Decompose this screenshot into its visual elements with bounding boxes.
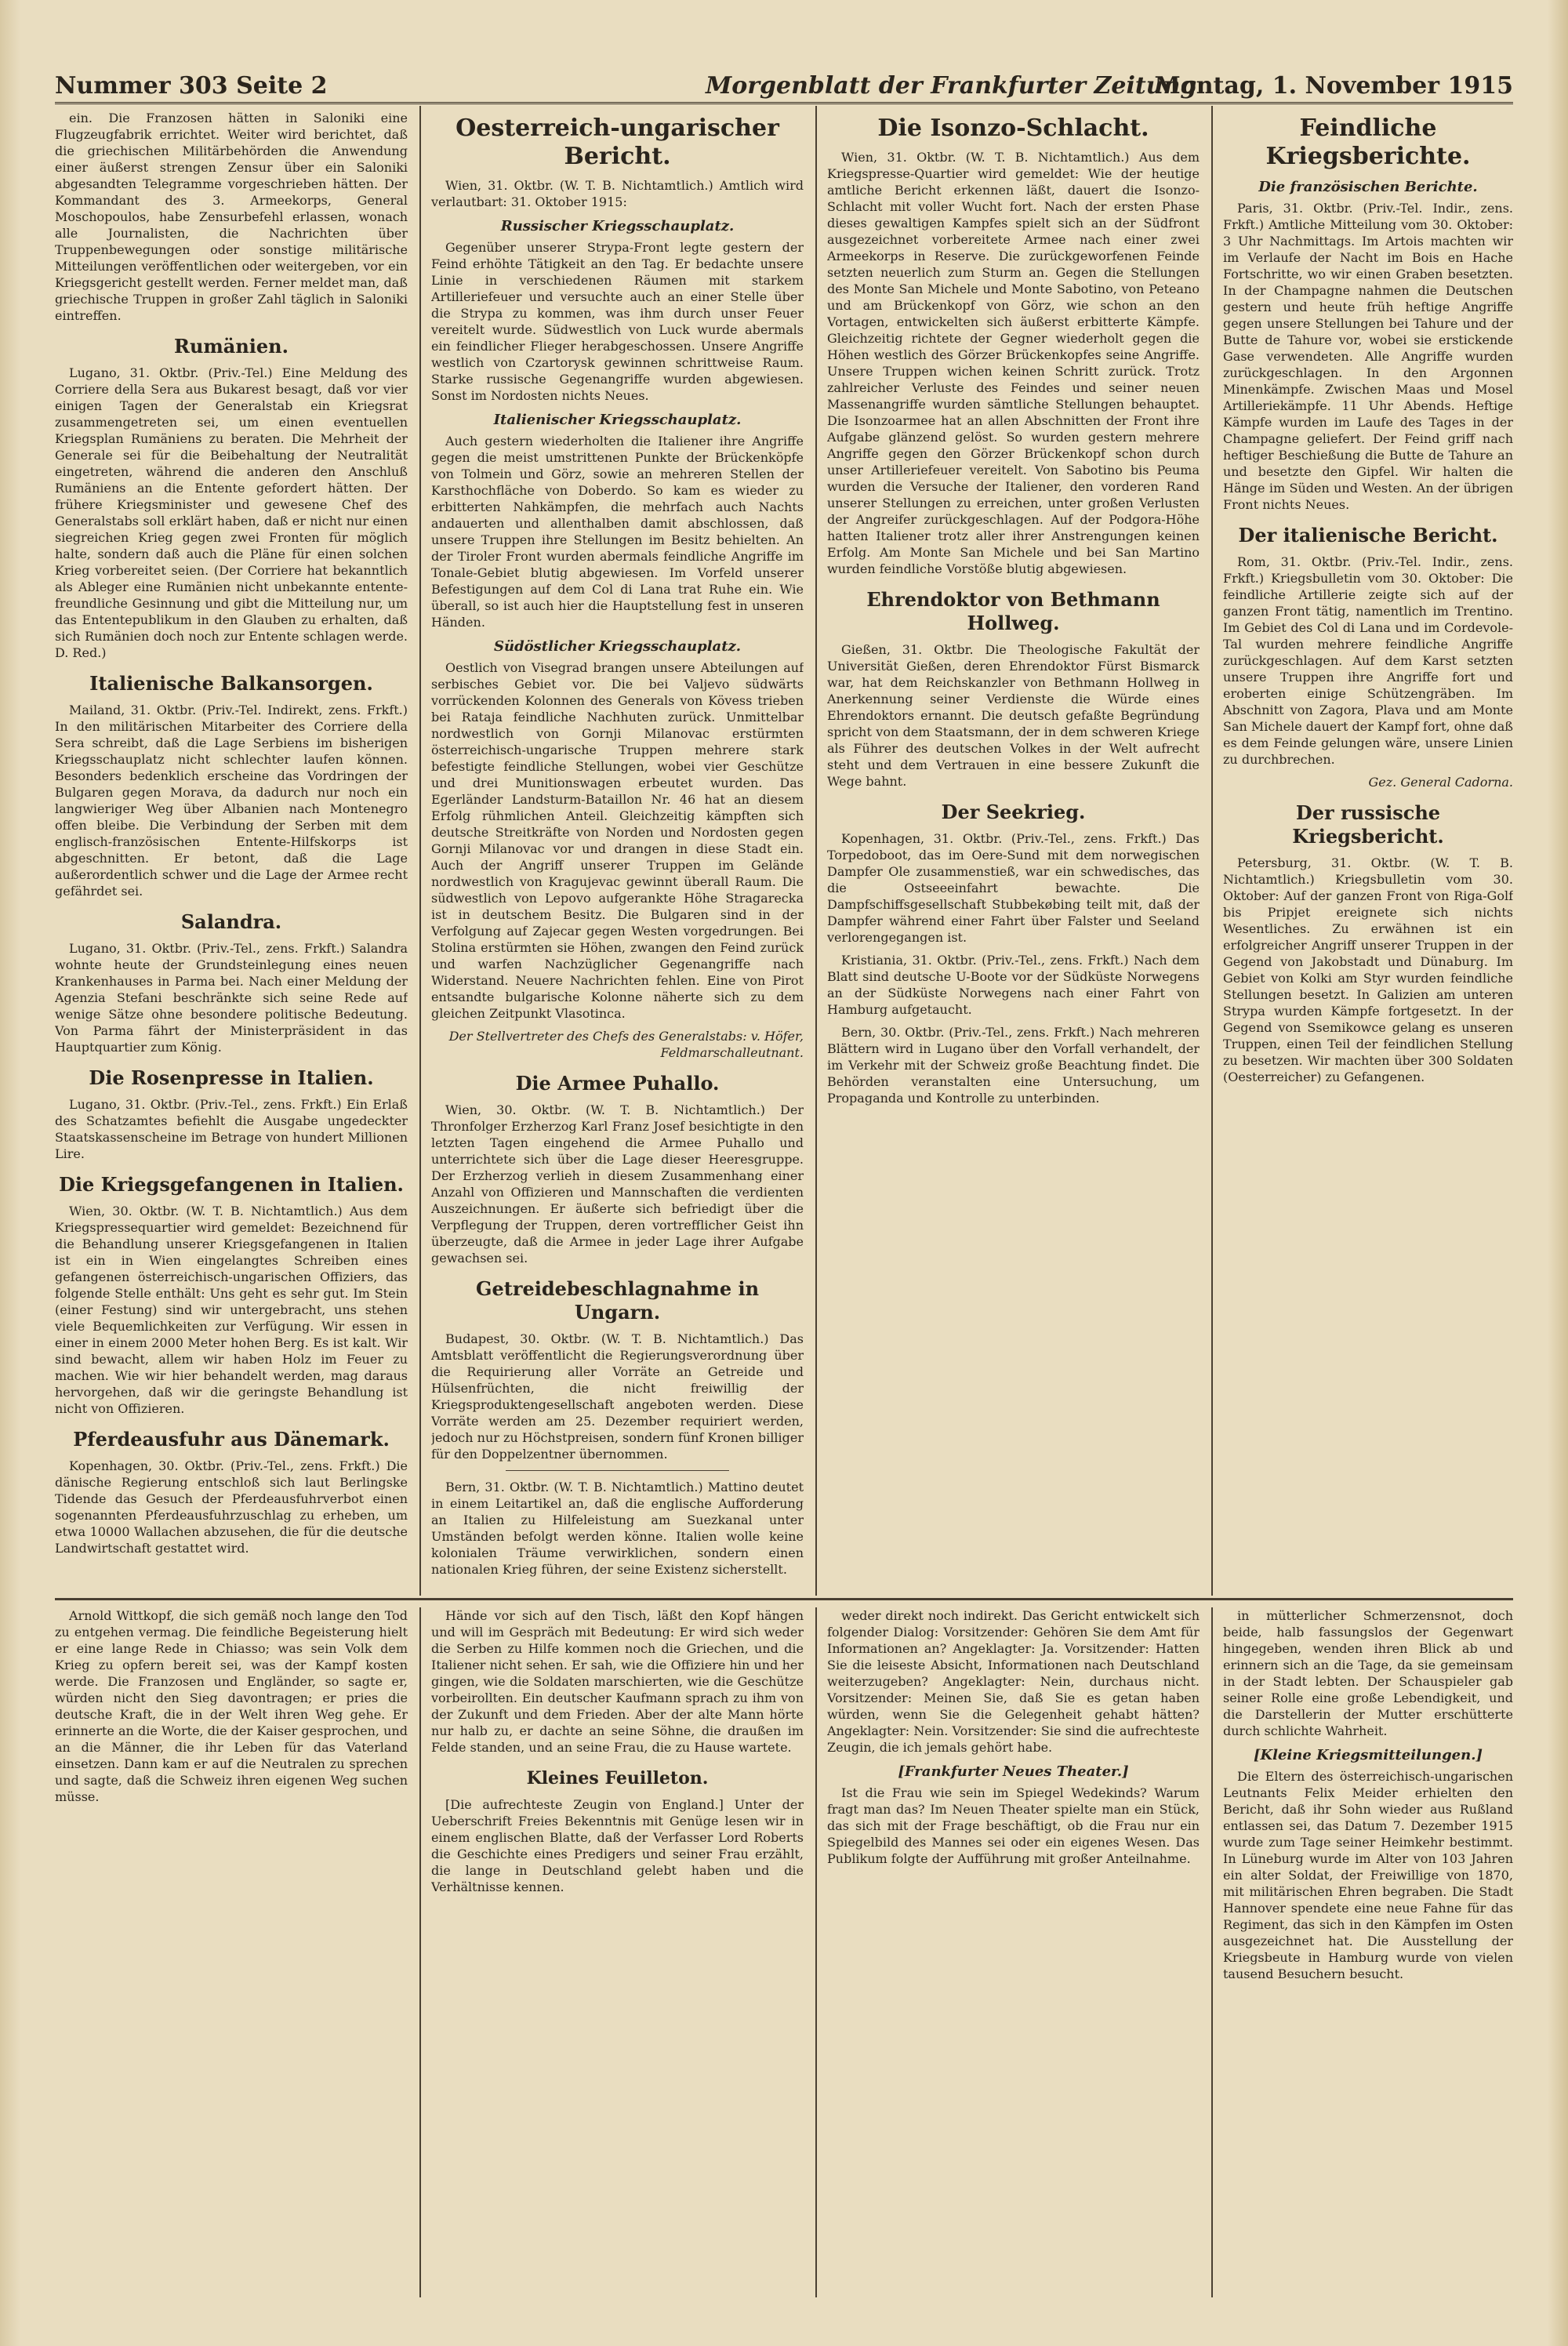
headline-rumaenien: Rumänien. [174,335,289,358]
feuilleton-text: Hände vor sich auf den Tisch, läßt den Kopf hängen und will im Gespräch mit Bedeutung: Er wird sich weder die Serben zu Hilfe kommen noch die Griechen, und die Italiener nicht sehen. Er sah, wie die Offiziere hin und her gingen, wie die Soldaten marschierten, wie die Geschütze vorbeirollten. Ein deutscher Kaufmann sprach zu ihm von der Zukunft und dem Frieden. Aber der alte Mann hörte nur halb zu, er dachte an seine Söhne, die draußen im Felde standen, und an seine Frau, die zu Hause wartete. [431,1608,804,1755]
column-2 [431,110,804,1592]
masthead [55,71,1513,104]
headline-balkansorgen: Italienische Balkansorgen. [89,672,373,695]
headline-italienisch: Der italienische Bericht. [1238,524,1498,547]
headline-seekrieg: Der Seekrieg. [941,801,1086,823]
feuilleton-column-4 [1223,1607,1513,2297]
article-isonzo: Wien, 31. Oktbr. (W. T. B. Nichtamtlich.) Aus dem Kriegspresse-Quartier wird gemeldet: Wie der heutige amtliche Bericht erkennen läßt, dauert die Isonzo-Schlacht mit voller Wucht fort. Nach der ersten Phase dieses gewaltigen Kampfes spielt sich an der Südfront ausgezeichnet vorbereitete Armee nach einer zwei Armeekorps in Reserve. Die zurückgeworfenen Feinde setzten neuerlich zum Sturm an. Gegen die Stellungen des Monte San Michele und Monte Sabotino, von Peteano und am Brückenkopf von Görz, wie schon an den Vortagen, entwickelten sich äußerst erbitterte Kämpfe. Gleichzeitig richtete der Gegner wiederholt gegen die Höhen westlich des Görzer Brückenkopfes seine Angriffe. Unsere Truppen wichen keinen Schritt zurück. Trotz zahlreicher Verluste des Feindes und seiner neuen Massenangriffe wurden sämtliche Stellungen behauptet. Die Isonzoarmee hat an allen Abschnitten der Front ihre Aufgabe glänzend gelöst. So wurden gestern mehrere Angriffe gegen den Görzer Brückenkopf schon durch unser Artilleriefeuer vereitelt. Von Sabotino bis Peuma wurden die Versuche der Italiener, den vorderen Rand unserer Stellungen zu erreichen, unter großen Verlusten der Angreifer zurückgeschlagen. Auf der Podgora-Höhe hatten Italiener trotz aller ihrer Anstrengungen keinen Erfolg. Am Monte San Michele und bei San Martino wurden feindliche Vorstöße blutig abgewiesen. [827,150,1200,576]
subhead-theater: [Frankfurter Neues Theater.] [898,1763,1129,1780]
column-rule [419,1607,421,2297]
separator [506,1470,729,1471]
feuilleton-column-2 [431,1607,804,2297]
article-salandra: Lugano, 31. Oktbr. (Priv.-Tel., zens. Frkft.) Salandra wohnte heute der Grundsteinlegung eines neuen Krankenhauses in Parma bei. Nach einer Meldung der Agenzia Stefani beschränkte sich seine Rede auf wenige Sätze ohne besondere politische Bedeutung. Von Parma fährt der Ministerpräsident in das Hauptquartier zum König. [55,941,408,1055]
article-seekrieg-2: Kristiania, 31. Oktbr. (Priv.-Tel., zens. Frkft.) Nach dem Blatt sind deutsche U-Boote vor der Südküste Norwegens an der Südküste Norwegens nach einer Fahrt von Hamburg aufgetaucht. [827,953,1200,1017]
article-suedoestlich: Oestlich von Visegrad brangen unsere Abteilungen auf serbisches Gebiet vor. Die bei Valjevo südwärts vorrückenden Kolonnen des Generals von Kövess trieben bei Rataja feindliche Nachhuten zurück. Unmittelbar nordwestlich von Gornji Milanovac erstürmten österreichisch-ungarische Truppen mehrere stark befestigte feindliche Stellungen, wobei vier Geschütze und drei Munitionswagen erbeutet wurden. Das Egerländer Landsturm-Bataillon Nr. 46 hat an diesem Erfolg rühmlichen Anteil. Gleichzeitig kämpften sich deutsche Streitkräfte von Norden und Nordosten gegen Gornji Milanovac vor und drangen in diese Stadt ein. Auch der Angriff unserer Truppen im Gelände nordwestlich von Kragujevac gewinnt überall Raum. Die südwestlich von Lepovo aufgerankte Höhe Stragarecka ist in deutschem Besitz. Die Bulgaren sind in der Verfolgung auf Zajecar gegen Westen vorgedrungen. Bei Stolina erstürmten sie Höhen, zwangen den Feind zurück und warfen Nachzüglicher Gegenangriffe nach Widerstand. Neuere Nachrichten fehlen. Eine von Pirot entsandte bulgarische Kolonne näherte sich zu dem gleichen Zeitpunkt Vlasotinca. [431,660,804,1021]
article-getreide: Budapest, 30. Oktbr. (W. T. B. Nichtamtlich.) Das Amtsblatt veröffentlicht die Regierungsverordnung über die Requirierung aller Vorräte an Getreide und Hülsenfrüchten, die nicht freiwillig der Kriegsproduktengesellschaft angeboten werden. Diese Vorräte werden am 25. Dezember requiriert werden, jedoch nur zu Höchstpreisen, sondern fünf Kronen billiger für den Doppelzentner übernommen. [431,1331,804,1462]
article-theater: Ist die Frau wie sein im Spiegel Wedekinds? Warum fragt man das? Im Neuen Theater spielte man ein Stück, das sich mit der Frage beschäftigt, ob die Frau nur ein Spiegelbild des Mannes sei oder ein eigenes Wesen. Das Publikum folgte der Aufführung mit großer Anteilnahme. [827,1785,1200,1866]
article-bern: Bern, 31. Oktbr. (W. T. B. Nichtamtlich.) Mattino deutet in einem Leitartikel an, daß die englische Aufforderung an Italien zu Hilfeleistung am Suezkanal unter Umständen befolgt werden könne. Italien wolle keine kolonialen Träume verwirklichen, sondern einen nationalen Krieg führen, der seine Existenz sicherstellt. [431,1480,804,1577]
column-3 [827,110,1200,1592]
page-edge-right [1548,0,1568,2346]
headline-rosenpresse: Die Rosenpresse in Italien. [89,1066,374,1089]
paper-name: Morgenblatt der Frankfurter Zeitung [706,72,1197,100]
subhead-kriegsmitteilungen: [Kleine Kriegsmitteilungen.] [1254,1747,1483,1763]
signature: Der Stellvertreter des Chefs des Generalstabs: v. Höfer, Feldmarschalleutnant. [448,1029,804,1060]
feuilleton-text: in mütterlicher Schmerzensnot, doch beide, halb fassungslos der Gegenwart hingegeben, wenden ihren Blick ab und erinnern sich an die Tage, da sie gemeinsam in der Stadt lebten. Der Schauspieler gab seiner Rolle eine große Lebendigkeit, und die Darstellerin der Mutter erschütterte durch schlichte Wahrheit. [1223,1608,1513,1738]
headline-salandra: Salandra. [180,910,282,933]
article-balkansorgen: Mailand, 31. Oktbr. (Priv.-Tel. Indirekt, zens. Frkft.) In den militärischen Mitarbeiter des Corriere della Sera schreibt, daß die Lage Serbiens im bisherigen Kriegsschauplatz nicht schlechter laufen können. Besonders bedenklich erscheine das Vordringen der Bulgaren gegen Morava, da dadurch nur noch ein langwieriger Weg über Albanien nach Montenegro offen bleibe. Die Verbindung der Serben mit dem englisch-französischen Entente-Hilfskorps ist abgeschnitten. Er betont, daß die Lage außerordentlich schwer und die Lage der Armee recht gefährdet sei. [55,703,408,899]
headline-feindliche-berichte: Feindliche Kriegsberichte. [1265,114,1471,170]
column-rule [419,106,421,1596]
article-kriegsgefangene: Wien, 30. Oktbr. (W. T. B. Nichtamtlich.) Aus dem Kriegspressequartier wird gemeldet: Bezeichnend für die Behandlung unserer Kriegsgefangenen in Italien ist ein in Wien eingelangtes Schreiben eines gefangenen österreichisch-ungarischen Offiziers, das folgende Stelle enthält: Uns geht es sehr gut. Im Stein (einer Festung) sind wir untergebracht, uns stehen viele Bequemlichkeiten zur Verfügung. Wir essen in einer in einem 2000 Meter hohen Berg. Es ist kalt. Wir sind bewacht, allem wir haben Holz im Feuer zu machen. Wie wir hier behandelt werden, mag daraus hervorgehen, daß wir die geringste Behandlung ist nicht von Offizieren. [55,1204,408,1416]
article-franzoesisch: Paris, 31. Oktbr. (Priv.-Tel. Indir., zens. Frkft.) Amtliche Mitteilung vom 30. Oktober: 3 Uhr Nachmittags. Im Artois machten wir im Verlaufe der Nacht im Bois en Hache Fortschritte, wo wir einen Graben besetzten. In der Champagne nahmen die Deutschen gestern und heute früh heftige Angriffe gegen unsere Stellungen bei Tahure und der Butte de Tahure vor, wobei sie erstickende Gase verwendeten. Alle Angriffe wurden zurückgeschlagen. In den Argonnen Minenkämpfe. Zwischen Maas und Mosel Artilleriekämpfe. 11 Uhr Abends. Heftige Kämpfe wurden im Laufe des Tages in der Champagne geliefert. Der Feind griff nach heftiger Beschießung die Butte de Tahure an und besetzte den Gipfel. Wir halten die Hänge im Süden und Westen. An der übrigen Front nichts Neues. [1223,201,1513,512]
column-1 [55,110,408,1592]
article-armee-puhallo: Wien, 30. Oktbr. (W. T. B. Nichtamtlich.) Der Thronfolger Erzherzog Karl Franz Josef besichtigte in den letzten Tagen eingehend die Armee Puhallo und unterrichtete sich über die Lage dieser Heeresgruppe. Der Erzherzog verlieh in diesem Zusammenhang einer Anzahl von Offizieren und Mannschaften die verdienten Auszeichnungen. Er äußerte sich befriedigt über die Verpflegung der Truppen, deren vortrefflicher Geist ihn überzeugte, daß die Armee in jeder Lage ihrer Aufgabe gewachsen sei. [431,1102,804,1266]
subhead-russisch: Russischer Kriegsschauplatz. [500,218,735,234]
article-russisch: Petersburg, 31. Oktbr. (W. T. B. Nichtamtlich.) Kriegsbulletin vom 30. Oktober: Auf der ganzen Front von Riga-Golf bis Pripjet ereignete sich nichts Wesentliches. Zu erwähnen ist ein erfolgreicher Angriff unserer Truppen in der Gegend von Jakobstadt und Dünaburg. Im Gebiet von Kolki am Styr wurden feindliche Stellungen besetzt. In Galizien am unteren Strypa wurden Kämpfe fortgesetzt. In der Gegend von Ssemikowce gelang es unseren Truppen, einen Teil der feindlichen Stellung zu besetzen. Wir machten über 300 Soldaten (Oesterreicher) zu Gefangenen. [1223,855,1513,1084]
column-rule [815,1607,817,2297]
column-rule [815,106,817,1596]
column-4 [1223,110,1513,1592]
article-intro: ein. Die Franzosen hätten in Saloniki eine Flugzeugfabrik errichtet. Weiter wird berichtet, daß die griechischen Militärbehörden die Anwendung einer äußerst strengen Zensur über ein Saloniki abgesandten Telegramme vorgeschrieben hätten. Der Kommandant des 3. Armeekorps, General Moschopoulos, habe Zensurbefehl erlassen, wonach alle Journalisten, die Nachrichten über Truppenbewegungen oder sonstige militärische Mitteilungen veröffentlichen oder weitergeben, vor ein Kriegsgericht gestellt werden. Ferner meldet man, daß griechische Truppen in großer Zahl täglich in Saloniki eintreffen. [55,111,408,323]
article-seekrieg-3: Bern, 30. Oktbr. (Priv.-Tel., zens. Frkft.) Nach mehreren Blättern wird in Lugano über den Vorfall verhandelt, der im Verkehr mit der Schweiz große Beachtung findet. Die Behörden veranstalten eine Untersuchung, um Propaganda und Kontrolle zu unterbinden. [827,1025,1200,1106]
article-ehrendoktor: Gießen, 31. Oktbr. Die Theologische Fakultät der Universität Gießen, deren Ehrendoktor Fürst Bismarck war, hat dem Reichskanzler von Bethmann Hollweg in Anerkennung seiner Verdienste die Würde eines Ehrendoktors ernannt. Die deutsch gefaßte Begründung spricht von dem Staatsmann, der in dem schweren Kriege als Führer des deutschen Volkes in der Welt aufrecht steht und dem Vertrauen in eine bessere Zukunft die Wege bahnt. [827,642,1200,789]
page-edge-left [0,0,20,2346]
headline-oesterreich-bericht: Oesterreich-ungarischer Bericht. [456,114,779,170]
column-rule [1211,106,1213,1596]
article-pferdeausfuhr: Kopenhagen, 30. Oktbr. (Priv.-Tel., zens. Frkft.) Die dänische Regierung entschloß sich laut Berlingske Tidende das Gesuch der Pferdeausfuhrverbot einen sogenannten Pferdeausfuhrzuschlag zu erheben, um etwa 10000 Wallachen abzusehen, die für die deutsche Landwirtschaft gestattet wird. [55,1458,408,1556]
article-kriegsmitteilungen: Die Eltern des österreichisch-ungarischen Leutnants Felix Meider erhielten den Bericht, daß ihr Sohn wieder aus Rußland entlassen sei, das Datum 7. Dezember 1915 wurde zum Tage seiner Heimkehr bestimmt. In Lüneburg wurde im Alter von 103 Jahren ein alter Soldat, der Freiwillige von 1870, mit militärischen Ehren begraben. Die Stadt Hannover spendete eine neue Fahne für das Regiment, das sich in den Kämpfen im Osten ausgezeichnet hat. Die Ausstellung der Kriegsbeute in Hamburg wurde von vielen tausend Besuchern besucht. [1223,1769,1513,1981]
headline-kleines-feuilleton: Kleines Feuilleton. [526,1768,709,1789]
subhead-franzoesisch: Die französischen Berichte. [1258,179,1478,195]
headline-ehrendoktor: Ehrendoktor von Bethmann Hollweg. [866,588,1160,634]
headline-kriegsgefangene: Die Kriegsgefangenen in Italien. [59,1173,404,1196]
feuilleton-column-3 [827,1607,1200,2297]
article-rosenpresse: Lugano, 31. Oktbr. (Priv.-Tel., zens. Frkft.) Ein Erlaß des Schatzamtes befiehlt die Ausgabe ungedeckter Staatskassenscheine im Betrage von hundert Millionen Lire. [55,1097,408,1161]
article-kleines-feuilleton: [Die aufrechteste Zeugin von England.] Unter der Ueberschrift Freies Bekenntnis mit Genüge lesen wir in einem englischen Blatte, daß der Verfasser Lord Roberts die Geschichte eines Predigers und seiner Frau erzählt, die lange in Deutschland gelebt haben und die Verhältnisse kennen. [431,1797,804,1894]
article-intro: Wien, 31. Oktbr. (W. T. B. Nichtamtlich.) Amtlich wird verlautbart: 31. Oktober 1915: [431,178,804,209]
feuilleton-divider [55,1598,1513,1600]
feuilleton-column-1 [55,1607,408,2297]
issue-number: Nummer 303 Seite 2 [55,72,328,100]
headline-isonzo: Die Isonzo-Schlacht. [877,114,1149,142]
article-russisch: Gegenüber unserer Strypa-Front legte gestern der Feind erhöhte Tätigkeit an den Tag. Er bedachte unsere Linie in verschiedenen Räumen mit starkem Artilleriefeuer und versuchte auch an einer Stelle über die Strypa zu kommen, was ihm durch unser Feuer vereitelt wurde. Südwestlich von Luck wurde abermals ein feindlicher Flieger herabgeschossen. Unsere Angriffe westlich von Czartorysk gewinnen schrittweise Raum. Starke russische Gegenangriffe wurden abgewiesen. Sonst im Nordosten nichts Neues. [431,240,804,403]
feuilleton-text: weder direkt noch indirekt. Das Gericht entwickelt sich folgender Dialog: Vorsitzender: Gehören Sie dem Amt für Informationen an? Angeklagter: Ja. Vorsitzender: Hatten Sie die leiseste Absicht, Informationen nach Deutschland weiterzugeben? Angeklagter: Nein, durchaus nicht. Vorsitzender: Meinen Sie, daß Sie es getan haben würden, wenn Sie die Gelegenheit gehabt hätten? Angeklagter: Nein. Vorsitzender: Sie sind die aufrechteste Zeugin, die ich jemals gehört habe. [827,1608,1200,1755]
article-seekrieg-1: Kopenhagen, 31. Oktbr. (Priv.-Tel., zens. Frkft.) Das Torpedoboot, das im Oere-Sund mit dem norwegischen Dampfer Ole zusammenstieß, war ein schwedisches, das die Ostseeeinfahrt bewachte. Die Dampfschiffsgesellschaft Stubbekøbing teilt mit, daß der Dampfer während einer Fahrt über Falster und Seeland verlorengegangen ist. [827,831,1200,945]
headline-russisch: Der russische Kriegsbericht. [1292,801,1444,848]
subhead-suedoestlich: Südöstlicher Kriegsschauplatz. [493,638,741,655]
article-italienisch: Auch gestern wiederholten die Italiener ihre Angriffe gegen die meist umstrittenen Punkte der Brückenköpfe von Tolmein und Görz, sowie an mehreren Stellen der Karsthochfläche von Doberdo. So kam es wieder zu erbitterten Nahkämpfen, die mehrfach auch Nachts andauerten und allenthalben damit abschlossen, daß unsere Truppen ihre Stellungen im Besitz behielten. An der Tiroler Front wurden abermals feindliche Angriffe im Tonale-Gebiet blutig abgewiesen. Im Vorfeld unserer Befestigungen auf dem Col di Lana trat Ruhe ein. Wie überall, so ist auch hier die Hauptstellung fest in unseren Händen. [431,434,804,630]
subhead-italienisch: Italienischer Kriegsschauplatz. [493,412,742,428]
issue-date: Montag, 1. November 1915 [1154,72,1513,100]
signature: Gez. General Cadorna. [1368,775,1513,790]
column-rule [1211,1607,1213,2297]
headline-pferdeausfuhr: Pferdeausfuhr aus Dänemark. [73,1428,390,1451]
headline-getreide: Getreidebeschlagnahme in Ungarn. [475,1277,760,1324]
article-italienisch: Rom, 31. Oktbr. (Priv.-Tel. Indir., zens. Frkft.) Kriegsbulletin vom 30. Oktober: Die feindliche Artillerie zeigte sich auf der ganzen Front tätig, namentlich im Trentino. Im Gebiet des Col di Lana und im Cordevole-Tal wurden mehrere feindliche Angriffe zurückgeschlagen. Auf dem Karst setzten unsere Truppen ihre Angriffe fort und eroberten einige Schützengräben. Im Abschnitt von Zagora, Plava und am Monte San Michele dauert der Kampf fort, ohne daß es dem Feinde gelungen wäre, unsere Linien zu durchbrechen. [1223,554,1513,767]
article-rumaenien: Lugano, 31. Oktbr. (Priv.-Tel.) Eine Meldung des Corriere della Sera aus Bukarest besagt, daß vor vier einigen Tagen der Generalstab ein Kriegsrat zusammengetreten sei, um einen eventuellen Kriegsplan Rumäniens zu beraten. Die Mehrheit der Generale sei für die Beibehaltung der Neutralität eingetreten, während die anderen den Anschluß Rumäniens an die Entente gefordert hätten. Der frühere Kriegsminister und gewesene Chef des Generalstabs soll erklärt haben, daß er nicht nur einen siegreichen Krieg gegen zwei Fronten für möglich halte, sondern daß auch die Pläne für einen solchen Krieg vorbereitet seien. (Der Corriere hat bekanntlich als Ableger eine Rumänien nicht unbekannte entente-freundliche Gesinnung und gibt die Mitteilung nur, um das Ententepublikum in den Glauben zu erhalten, daß sich Rumänien doch noch zur Entente schlagen werde. D. Red.) [55,365,408,660]
feuilleton-text: Arnold Wittkopf, die sich gemäß noch lange den Tod zu entgehen vermag. Die feindliche Begeisterung hielt er eine lange Rede in Chiasso; was sein Volk dem Krieg zu opfern bereit sei, was der Kampf kosten werde. Die Franzosen und Engländer, so sagte er, würden nicht den Sieg davontragen; er pries die deutsche Kraft, die in der Welt ihren Weg gehe. Er erinnerte an die Worte, die der Kaiser gesprochen, und an die Männer, die ihr Leben für das Vaterland einsetzen. Dann kam er auf die Neutralen zu sprechen und sagte, daß die Schweiz ihren eigenen Weg suchen müsse. [55,1608,408,1804]
headline-armee-puhallo: Die Armee Puhallo. [515,1072,720,1095]
